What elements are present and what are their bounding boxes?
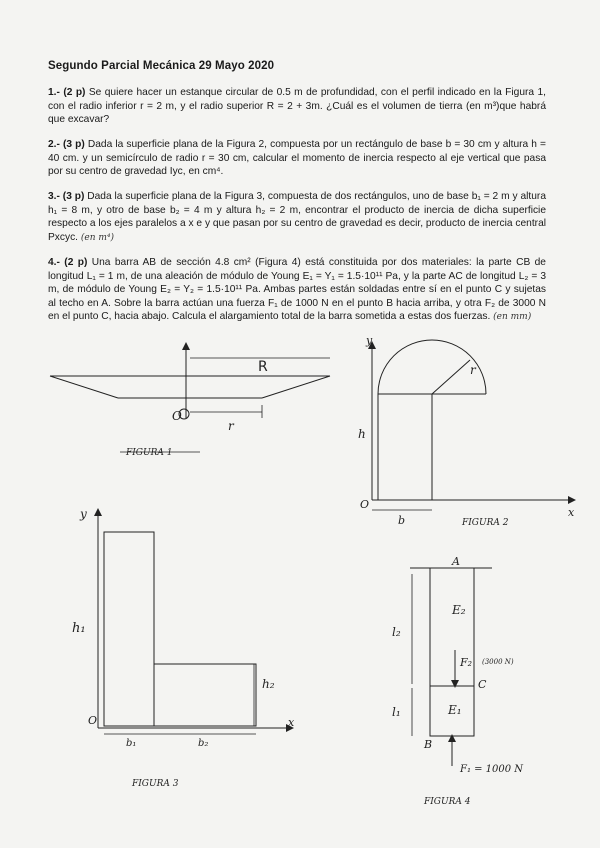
label-l1: l₁ [392,705,401,719]
label-r: r [228,419,234,433]
radius-line [432,360,470,394]
figure-3 [98,512,290,734]
figure-4-caption: FIGURA 4 [424,797,471,807]
figure-4 [410,568,492,766]
handwritten-note: (en mm) [493,312,532,323]
rectangle-1 [104,532,154,726]
label-O: O [88,714,98,727]
problem-text: Dada la superficie plana de la Figura 3, compuesta de dos rectángulos, uno de base b₁ = 2 m y altura h₁ = 8 m, y otro de base b₂ = 4 m y altura h₂ = 2 m, encontrar el producto de inercia de dicha superficie respecto a los ejes paralelos a x e y que pasan por su centro de gravedad es decir, producto de inercia central Pxcyc. [48,191,546,243]
axis-label-y: y [366,334,373,347]
label-R: R [258,359,268,375]
axis-label-x: x [288,716,295,729]
label-b1: b₁ [126,738,137,749]
problem-points: (2 p) [64,257,88,268]
label-h1: h₁ [72,621,86,636]
label-C: C [478,678,487,691]
problem-text: Una barra AB de sección 4.8 cm² (Figura 4) está constituida por dos materiales: la parte CB de longitud L₁ = 1 m, de una aleación de módulo de Young E₁ = Y₁ = 1.5·10¹¹ Pa, y la parte AC de longitud L₂ = 3 m, de módulo de Young E₂ = Y₂ = 1.5·10¹¹ Pa. Ambas partes están soldadas entre sí en el punto C y sujetas al techo en A. Sobre la barra actúan una fuerza F₁ de 1000 N en el punto B hacia arriba, y otra F₂ de 3000 N en el punto C, hacia abajo. Calcula el alargamiento total de la barra sometida a estas dos fuerzas. [48,257,546,323]
figure-1 [50,346,330,452]
label-h: h [358,427,366,441]
problem-points: (2 p) [63,87,86,98]
rectangle [378,394,432,500]
problem-points: (3 p) [63,139,85,150]
label-b: b [398,514,406,527]
axis-label-x: x [568,506,575,519]
figure-1-caption: FIGURA 1 [126,448,173,458]
label-F2: F₂ [460,656,473,669]
label-l2: l₂ [392,625,401,639]
problem-number: 2.- [48,139,60,150]
problem-number: 1.- [48,87,60,98]
label-O: O [172,409,182,423]
problem-points: (3 p) [62,191,85,202]
figure-3-caption: FIGURA 3 [132,779,179,789]
axis-label-y: y [80,507,87,521]
label-A: A [452,555,460,568]
label-F1: F₁ = 1000 N [460,764,524,775]
label-E1: E₁ [448,703,462,717]
label-F2-note: (3000 N) [482,658,514,666]
label-r: r [470,363,476,377]
handwritten-note: (en m⁴) [80,232,115,243]
rectangle-2 [154,664,256,726]
problem-text: Se quiere hacer un estanque circular de 0.5 m de profundidad, con el perfil indicado en la Figura 1, con el radio inferior r = 2 m, y el radio superior R = 2 + 3m. ¿Cuál es el volumen de tierra (en m³)que habrá que excavar? [48,87,546,126]
label-h2: h₂ [262,677,275,691]
label-B: B [424,738,433,751]
left-slope [50,376,118,398]
figure-2-caption: FIGURA 2 [462,518,509,528]
label-O: O [360,498,370,511]
problem-number: 3.- [48,191,60,202]
problem-text: Dada la superficie plana de la Figura 2, compuesta por un rectángulo de base b = 30 cm y altura h = 40 cm. y un semicírculo de radio r = 30 cm, calcular el momento de inercia respecto al eje vertical que pasa por su centro de gravedad Iyc, en cm⁴. [48,139,546,178]
label-b2: b₂ [198,738,209,749]
label-E2: E₂ [452,603,466,617]
problem-number: 4.- [48,257,60,268]
page-title: Segundo Parcial Mecánica 29 Mayo 2020 [48,60,275,72]
right-slope [262,376,330,398]
